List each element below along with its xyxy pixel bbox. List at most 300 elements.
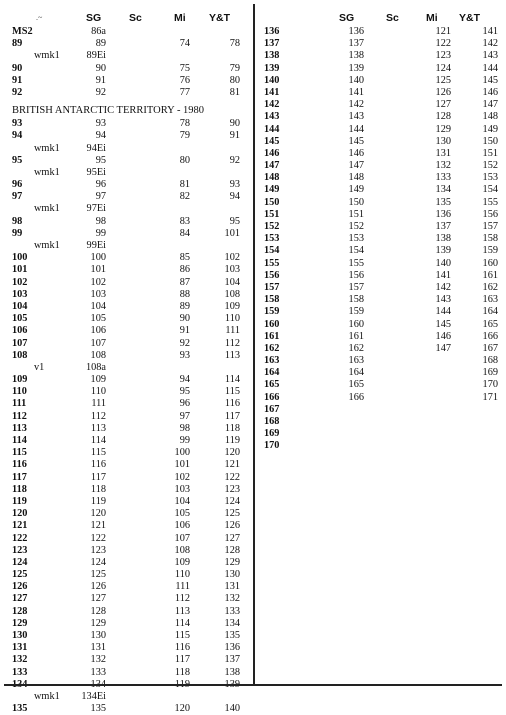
cell-mi: 102 [174, 471, 190, 483]
table-row [262, 99, 497, 111]
table-row [10, 484, 250, 496]
table-row [10, 508, 250, 520]
cell-sg: 150 [348, 196, 364, 208]
row-number: 153 [264, 233, 280, 245]
row-number: 156 [264, 269, 280, 281]
cell-yt: 121 [224, 459, 240, 471]
cell-sg: 112 [90, 410, 106, 422]
table-row [262, 197, 497, 209]
row-number: 99 [12, 227, 23, 239]
cell-sg: 109 [90, 374, 106, 386]
row-number: 134 [12, 678, 28, 690]
table-row [262, 392, 497, 404]
table-row [262, 294, 497, 306]
row-number: 131 [12, 642, 28, 654]
cell-yt: 118 [224, 422, 240, 434]
right-rows [262, 26, 497, 453]
cell-yt: 139 [224, 678, 240, 690]
row-number: 113 [12, 422, 27, 434]
scan-mark: .~ [36, 13, 43, 22]
row-number: 105 [12, 313, 28, 325]
row-number: 111 [12, 398, 27, 410]
cell-sg: 141 [348, 86, 364, 98]
header-sg: SG [86, 12, 102, 24]
table-row [262, 319, 497, 331]
right-column [262, 10, 497, 453]
table-row [10, 569, 250, 581]
table-row [262, 355, 497, 367]
cell-sg: 89 [95, 38, 106, 50]
header-sc: Sc [386, 12, 399, 24]
table-row [10, 423, 250, 435]
table-row [10, 386, 250, 398]
cell-yt: 147 [482, 99, 498, 111]
cell-yt: 92 [229, 154, 240, 166]
header-sc: Sc [129, 12, 142, 24]
cell-mi: 130 [435, 135, 451, 147]
row-number: 164 [264, 367, 280, 379]
row-note: wmk1 [34, 142, 60, 154]
cell-yt: 169 [482, 367, 498, 379]
row-number: 122 [12, 532, 28, 544]
cell-yt: 113 [224, 349, 240, 361]
row-number: 126 [12, 581, 28, 593]
cell-mi: 91 [179, 325, 190, 337]
cell-sg: 149 [348, 184, 364, 196]
row-number: 151 [264, 208, 280, 220]
row-number: 92 [12, 86, 23, 98]
cell-sg: 121 [90, 520, 106, 532]
cell-yt: 144 [482, 62, 498, 74]
row-number: 138 [264, 50, 280, 62]
table-row [10, 667, 250, 679]
cell-mi: 125 [435, 74, 451, 86]
table-row [10, 350, 250, 362]
cell-sg: 93 [95, 118, 106, 130]
cell-mi: 94 [179, 374, 190, 386]
cell-mi: 144 [435, 306, 451, 318]
cell-sg: 145 [348, 135, 364, 147]
row-number: MS2 [12, 26, 33, 37]
table-row [10, 191, 250, 203]
cell-yt: 155 [482, 196, 498, 208]
row-number: 148 [264, 172, 280, 184]
cell-sg: 99 [95, 227, 106, 239]
table-row [10, 63, 250, 75]
cell-mi: 146 [435, 330, 451, 342]
row-note: wmk1 [34, 240, 60, 251]
row-number: 162 [264, 342, 280, 354]
cell-sg: 116 [90, 459, 106, 471]
table-row [10, 87, 250, 99]
cell-yt: 95 [229, 215, 240, 227]
cell-yt: 163 [482, 294, 498, 306]
row-number: 139 [264, 62, 280, 74]
cell-mi: 111 [175, 581, 190, 593]
cell-yt: 116 [224, 398, 240, 410]
cell-mi: 134 [435, 184, 451, 196]
cell-sg: 151 [348, 208, 364, 220]
row-note: wmk1 [34, 166, 60, 178]
row-number: 154 [264, 245, 280, 257]
cell-sg: 148 [348, 172, 364, 184]
table-row [262, 258, 497, 270]
cell-sg: 95 [95, 154, 106, 166]
cell-mi: 126 [435, 86, 451, 98]
cell-yt: 158 [482, 233, 498, 245]
row-number: 145 [264, 135, 280, 147]
cell-mi: 138 [435, 233, 451, 245]
cell-yt: 133 [224, 605, 240, 617]
row-number: 109 [12, 374, 28, 386]
row-number: 132 [12, 654, 28, 666]
cell-mi: 84 [179, 227, 190, 239]
cell-sg: 96 [95, 179, 106, 191]
table-row [262, 26, 497, 38]
cell-mi: 136 [435, 208, 451, 220]
cell-yt: 132 [224, 593, 240, 605]
table-row [10, 325, 250, 337]
cell-mi: 76 [179, 74, 190, 86]
row-number: 169 [264, 428, 280, 440]
cell-yt: 150 [482, 135, 498, 147]
cell-sg: 162 [348, 342, 364, 354]
table-row [10, 581, 250, 593]
cell-mi: 97 [179, 410, 190, 422]
cell-sg: 136 [348, 26, 364, 37]
row-number: 116 [12, 459, 27, 471]
left-rows-b [10, 118, 250, 715]
cell-mi: 77 [179, 86, 190, 98]
cell-yt: 117 [224, 410, 240, 422]
cell-mi: 142 [435, 281, 451, 293]
cell-sg: 104 [90, 300, 106, 312]
table-row [262, 124, 497, 136]
cell-mi: 137 [435, 221, 451, 232]
cell-sg: 94 [95, 130, 106, 142]
cell-yt: 138 [224, 666, 240, 678]
row-note: wmk1 [34, 203, 60, 215]
cell-yt: 108 [224, 288, 240, 300]
cell-sg: 143 [348, 111, 364, 123]
table-row [262, 38, 497, 50]
cell-mi: 78 [179, 118, 190, 130]
table-row [10, 496, 250, 508]
row-number: 168 [264, 416, 280, 427]
cell-mi: 129 [435, 123, 451, 135]
row-number: 119 [12, 495, 27, 507]
cell-yt: 112 [224, 337, 240, 349]
cell-sg: 142 [348, 99, 364, 111]
table-row [10, 50, 250, 62]
cell-sg: 125 [90, 569, 106, 581]
table-row [10, 435, 250, 447]
cell-mi: 112 [174, 593, 190, 605]
row-number: 106 [12, 325, 28, 337]
cell-sg: 118 [90, 483, 106, 495]
cell-mi: 140 [435, 257, 451, 269]
cell-yt: 128 [224, 544, 240, 556]
cell-sg: 91 [95, 74, 106, 86]
table-row [10, 593, 250, 605]
cell-sg: 127 [90, 593, 106, 605]
cell-sg: 159 [348, 306, 364, 318]
row-number: 158 [264, 294, 280, 306]
row-number: 147 [264, 160, 280, 172]
row-number: 163 [264, 355, 280, 367]
cell-sg: 155 [348, 257, 364, 269]
cell-mi: 87 [179, 276, 190, 288]
cell-yt: 168 [482, 355, 498, 367]
cell-mi: 118 [174, 666, 190, 678]
left-header-row [10, 10, 250, 26]
row-number: 142 [264, 99, 280, 111]
cell-sg: 128 [90, 605, 106, 617]
cell-yt: 129 [224, 556, 240, 568]
cell-sg: 97Ei [86, 203, 106, 215]
table-row [262, 270, 497, 282]
row-number: 103 [12, 288, 28, 300]
cell-yt: 101 [224, 227, 240, 239]
cell-sg: 156 [348, 269, 364, 281]
cell-sg: 144 [348, 123, 364, 135]
cell-yt: 109 [224, 300, 240, 312]
header-sg: SG [339, 12, 355, 24]
cell-yt: 94 [229, 191, 240, 203]
table-row [262, 160, 497, 172]
table-row [10, 618, 250, 630]
table-row [262, 428, 497, 440]
cell-sg: 100 [90, 252, 106, 264]
table-row [262, 440, 497, 452]
table-row [10, 240, 250, 252]
header-yt: Y&T [459, 12, 480, 24]
table-row [10, 167, 250, 179]
cell-mi: 85 [179, 252, 190, 264]
row-number: 129 [12, 617, 28, 629]
row-number: 140 [264, 74, 280, 86]
table-row [262, 75, 497, 87]
row-number: 117 [12, 471, 27, 483]
row-number: 165 [264, 379, 280, 391]
cell-yt: 161 [482, 269, 498, 281]
row-number: 89 [12, 38, 23, 50]
header-yt: Y&T [209, 12, 230, 24]
cell-sg: 129 [90, 617, 106, 629]
cell-mi: 119 [174, 678, 190, 690]
row-number: 146 [264, 147, 280, 159]
table-row [10, 545, 250, 557]
row-number: 95 [12, 154, 23, 166]
cell-yt: 104 [224, 276, 240, 288]
cell-sg: 98 [95, 215, 106, 227]
table-row [10, 38, 250, 50]
cell-yt: 114 [224, 374, 240, 386]
cell-mi: 116 [174, 642, 190, 654]
cell-sg: 113 [90, 422, 106, 434]
table-row [10, 630, 250, 642]
cell-yt: 123 [224, 483, 240, 495]
cell-mi: 105 [174, 508, 190, 520]
cell-sg: 110 [90, 386, 106, 398]
cell-yt: 153 [482, 172, 498, 184]
cell-mi: 143 [435, 294, 451, 306]
cell-sg: 101 [90, 264, 106, 276]
cell-sg: 137 [348, 38, 364, 50]
table-row [262, 331, 497, 343]
table-row [10, 472, 250, 484]
row-number: 170 [264, 440, 280, 452]
cell-sg: 122 [90, 532, 106, 544]
cell-yt: 78 [229, 38, 240, 50]
table-row [10, 313, 250, 325]
cell-sg: 152 [348, 221, 364, 232]
cell-yt: 148 [482, 111, 498, 123]
cell-mi: 147 [435, 342, 451, 354]
table-row [10, 118, 250, 130]
table-row [10, 606, 250, 618]
cell-mi: 106 [174, 520, 190, 532]
cell-mi: 132 [435, 160, 451, 172]
table-row [10, 398, 250, 410]
row-number: 141 [264, 86, 280, 98]
cell-yt: 162 [482, 281, 498, 293]
cell-yt: 171 [482, 391, 498, 403]
table-row [10, 362, 250, 374]
table-row [262, 111, 497, 123]
row-number: 128 [12, 605, 28, 617]
row-number: 166 [264, 391, 280, 403]
table-row [10, 264, 250, 276]
cell-yt: 167 [482, 342, 498, 354]
cell-mi: 108 [174, 544, 190, 556]
cell-yt: 90 [229, 118, 240, 130]
cell-yt: 134 [224, 617, 240, 629]
cell-sg: 89Ei [86, 50, 106, 62]
cell-sg: 165 [348, 379, 364, 391]
cell-mi: 127 [435, 99, 451, 111]
table-row [10, 228, 250, 240]
cell-sg: 108 [90, 349, 106, 361]
cell-sg: 92 [95, 86, 106, 98]
cell-mi: 124 [435, 62, 451, 74]
table-row [262, 63, 497, 75]
table-row [262, 245, 497, 257]
cell-sg: 131 [90, 642, 106, 654]
cell-sg: 117 [90, 471, 106, 483]
cell-sg: 161 [348, 330, 364, 342]
cell-yt: 119 [224, 435, 240, 446]
cell-mi: 123 [435, 50, 451, 62]
row-number: 157 [264, 281, 280, 293]
cell-mi: 115 [174, 630, 190, 641]
cell-sg: 139 [348, 62, 364, 74]
table-row [262, 367, 497, 379]
cell-yt: 110 [224, 313, 240, 325]
table-row [10, 520, 250, 532]
cell-mi: 86 [179, 264, 190, 276]
table-row [10, 533, 250, 545]
table-row [10, 374, 250, 386]
table-row [10, 277, 250, 289]
cell-mi: 82 [179, 191, 190, 203]
row-number: 101 [12, 264, 28, 276]
cell-yt: 130 [224, 569, 240, 581]
cell-sg: 158 [348, 294, 364, 306]
row-number: 98 [12, 215, 23, 227]
table-row [10, 654, 250, 666]
row-number: 159 [264, 306, 280, 318]
cell-sg: 140 [348, 74, 364, 86]
cell-sg: 120 [90, 508, 106, 520]
cell-sg: 86a [91, 26, 106, 37]
cell-mi: 114 [174, 617, 190, 629]
cell-mi: 128 [435, 111, 451, 123]
row-number: 108 [12, 349, 28, 361]
table-row [262, 343, 497, 355]
table-row [10, 203, 250, 215]
cell-yt: 151 [482, 147, 498, 159]
cell-mi: 93 [179, 349, 190, 361]
cell-mi: 133 [435, 172, 451, 184]
table-row [262, 416, 497, 428]
row-number: 114 [12, 435, 27, 446]
left-rows-a [10, 26, 250, 99]
cell-yt: 135 [224, 630, 240, 641]
table-row [262, 136, 497, 148]
table-row [10, 301, 250, 313]
cell-sg: 108a [85, 361, 106, 373]
cell-mi: 74 [179, 38, 190, 50]
table-row [262, 87, 497, 99]
cell-yt: 137 [224, 654, 240, 666]
table-row [10, 703, 250, 715]
bottom-rule [4, 684, 502, 686]
row-number: 143 [264, 111, 280, 123]
cell-sg: 157 [348, 281, 364, 293]
table-row [10, 75, 250, 87]
cell-sg: 114 [90, 435, 106, 446]
row-number: 136 [264, 26, 280, 37]
header-mi: Mi [174, 12, 186, 24]
cell-sg: 126 [90, 581, 106, 593]
cell-sg: 97 [95, 191, 106, 203]
cell-yt: 149 [482, 123, 498, 135]
cell-sg: 133 [90, 666, 106, 678]
cell-yt: 93 [229, 179, 240, 191]
cell-mi: 99 [179, 435, 190, 446]
cell-sg: 119 [90, 495, 106, 507]
cell-yt: 160 [482, 257, 498, 269]
row-number: 107 [12, 337, 28, 349]
cell-mi: 90 [179, 313, 190, 325]
row-number: 96 [12, 179, 23, 191]
cell-yt: 81 [229, 86, 240, 98]
table-row [10, 130, 250, 142]
cell-sg: 147 [348, 160, 364, 172]
cell-sg: 132 [90, 654, 106, 666]
cell-sg: 94Ei [86, 142, 106, 154]
cell-yt: 127 [224, 532, 240, 544]
cell-mi: 100 [174, 447, 190, 459]
cell-sg: 102 [90, 276, 106, 288]
row-number: 150 [264, 196, 280, 208]
row-number: 133 [12, 666, 28, 678]
table-row [10, 459, 250, 471]
table-row [10, 411, 250, 423]
row-number: 152 [264, 221, 280, 232]
cell-yt: 154 [482, 184, 498, 196]
